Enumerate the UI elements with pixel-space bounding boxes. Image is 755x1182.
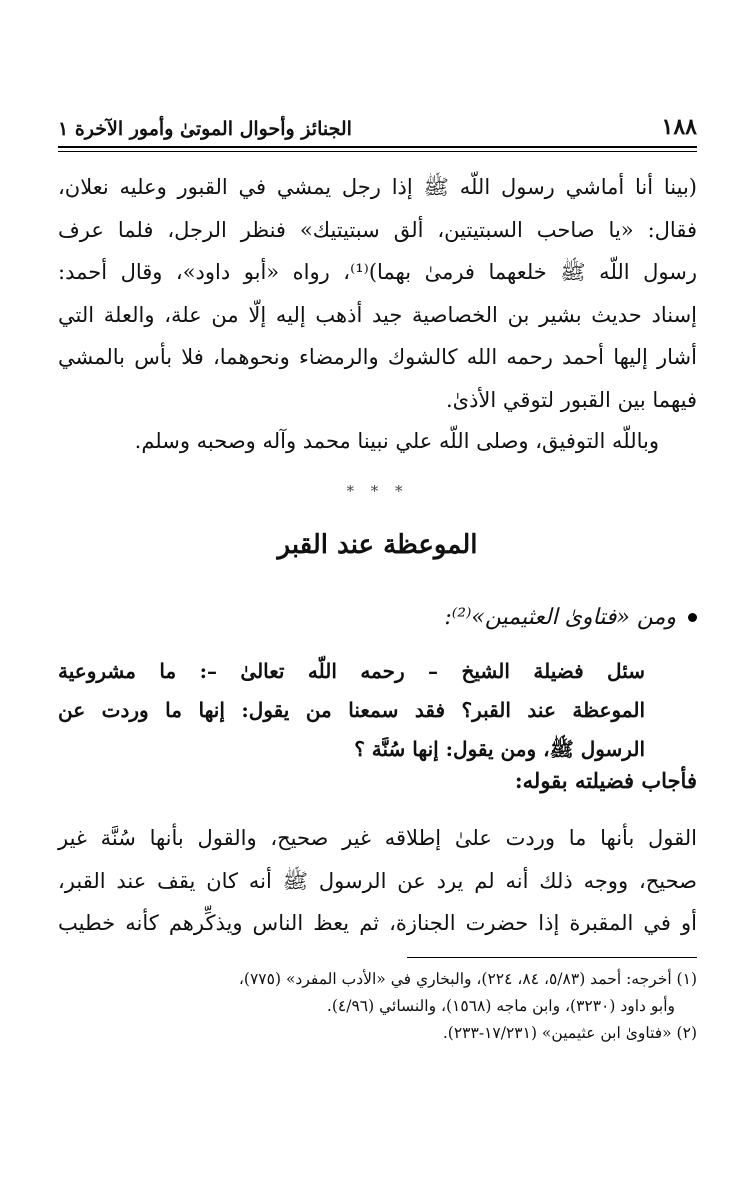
answer-intro: فأجاب فضيلته بقوله: — [514, 768, 697, 793]
answer-paragraph — [58, 817, 697, 945]
paragraph-line: رسول اللّه ﷺ خلعهما فرمىٰ بهما)⁽¹⁾، رواه «أبو داود»، وقال أحمد: — [58, 260, 697, 284]
question-block — [58, 652, 645, 769]
paragraph-line: فيهما بين القبور لتوقي الأذىٰ. — [445, 387, 697, 412]
answer-line: أو في المقبرة إذا حضرت الجنازة، ثم يعظ الناس ويذكِّرهم كأنه خطيب — [58, 911, 697, 935]
closing-prayer: وباللّه التوفيق، وصلى اللّه علي نبينا محمد وآله وصحبه وسلم. — [134, 429, 659, 453]
paragraph-line: أشار إليها أحمد رحمه الله كالشوك والرمضاء ونحوهما، فلا بأس بالمشي — [58, 345, 697, 369]
hadith-paragraph — [58, 166, 697, 421]
question-line: سئل فضيلة الشيخ – رحمه اللّه تعالىٰ –: ما مشروعية — [58, 659, 645, 683]
footnote-1-continued: وأبو داود (٣٢٣٠)، وابن ماجه (١٥٦٨)، والنسائي (٤/٩٦). — [326, 997, 675, 1015]
header-rule-thick — [58, 146, 697, 148]
running-title: الجنائز وأحوال الموتىٰ وأمور الآخرة ١ — [58, 118, 352, 140]
question-line: الرسول ﷺ، ومن يقول: إنها سُنَّة ؟ — [354, 737, 645, 761]
source-bullet — [58, 605, 697, 630]
section-title: الموعظة عند القبر — [277, 530, 478, 560]
footnotes — [58, 966, 697, 1047]
paragraph-line: (بينا أنا أماشي رسول اللّه ﷺ إذا رجل يمشي في القبور وعليه نعلان، — [58, 175, 697, 199]
header-rule-thin — [58, 151, 697, 152]
answer-line: القول بأنها ما وردت علىٰ إطلاقه غير صحيح، والقول بأنها سُنَّة غير — [58, 826, 697, 850]
answer-line: صحيح، ووجه ذلك أنه لم يرد عن الرسول ﷺ أنه كان يقف عند القبر، — [58, 868, 697, 893]
source-bullet-text: ومن «فتاوىٰ العثيمين»⁽²⁾: — [444, 605, 676, 630]
question-line: الموعظة عند القبر؟ فقد سمعنا من يقول: إنها ما وردت عن — [58, 698, 645, 722]
footnote-1: (١) أخرجه: أحمد (٥/٨٣، ٨٤، ٢٢٤)، والبخاري في «الأدب المفرد» (٧٧٥)، — [238, 970, 697, 988]
footnote-rule — [407, 957, 697, 958]
page-number: ١٨٨ — [661, 114, 697, 140]
footnote-2: (٢) «فتاوىٰ ابن عثيمين» (١٧/٢٣١-٢٣٣). — [442, 1024, 697, 1042]
paragraph-line: فقال: «يا صاحب السبتيتين، ألق سبتيتيك» فنظر الرجل، فلما عرف — [58, 217, 697, 242]
page-header — [58, 100, 697, 140]
section-separator: * * * — [346, 482, 409, 500]
bullet-dot-icon — [688, 613, 697, 622]
paragraph-line: إسناد حديث بشير بن الخصاصية جيد أذهب إليه إلّا من علة، والعلة التي — [58, 302, 697, 327]
